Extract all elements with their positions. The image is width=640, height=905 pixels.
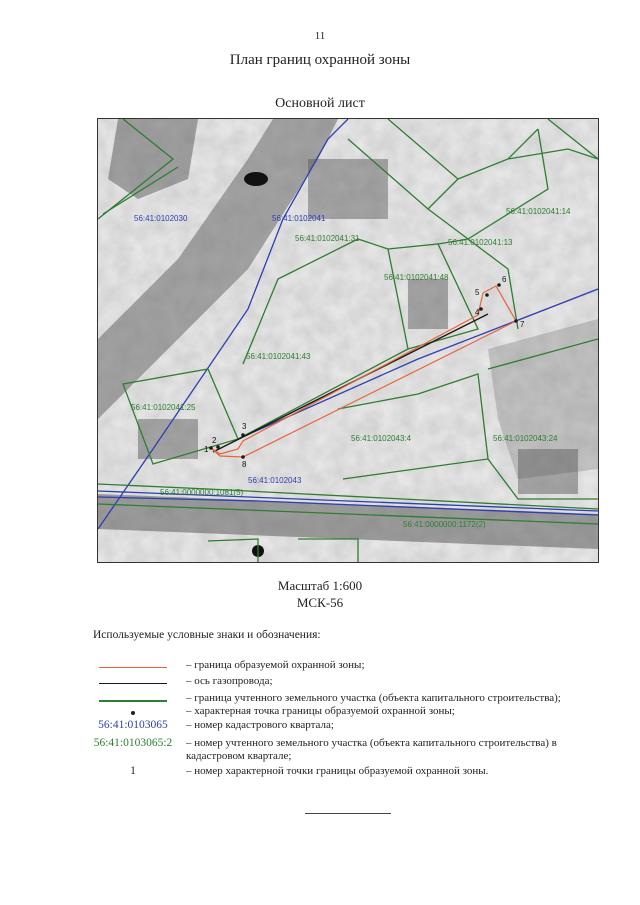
legend-symbol: [93, 659, 173, 675]
parcel-label: 56:41:0102041:48: [384, 273, 449, 282]
quarter-label: 56:41:0102043: [248, 476, 302, 485]
parcel-label: 56:41:0102041:31: [295, 234, 360, 243]
legend-text: – ось газопровода;: [186, 675, 273, 687]
legend-text: – характерная точка границы образуемой охранной зоны;: [186, 705, 455, 717]
coord-system: МСК-56: [296, 595, 344, 610]
parcel-number-sample: 56:41:0103065:2: [93, 737, 173, 749]
point-label-8: 8: [242, 460, 247, 469]
point-label-6: 6: [502, 275, 507, 284]
legend-text: – граница образуемой охранной зоны;: [186, 659, 365, 671]
legend-item-zone-boundary: [93, 659, 593, 675]
legend-item-gas-axis: [93, 675, 593, 691]
gas-axis-line: [99, 683, 167, 684]
quarter-label: 56:41:0102041: [272, 214, 326, 223]
legend-symbol: [93, 675, 173, 691]
parcel-label: 56:41:0102041:43: [246, 352, 311, 361]
parcel-label: 56:41:0102043:4: [351, 434, 412, 443]
point-label-2: 2: [212, 436, 217, 445]
parcel-label: 56:41:0102041:25: [131, 403, 196, 412]
scale-block: [0, 577, 640, 611]
point-dot: [131, 711, 135, 715]
legend-item-point-number: [93, 765, 593, 781]
legend-text: – номер кадастрового квартала;: [186, 719, 334, 731]
legend-symbol: [93, 765, 173, 781]
legend-item-quarter-number: [93, 719, 593, 735]
building: [308, 159, 388, 219]
legend-text: – номер учтенного земельного участка (объекта капитального строительства) в кадастровом квартале;: [186, 737, 557, 762]
zone-boundary-line: [99, 667, 167, 668]
point-label-4: 4: [475, 308, 480, 317]
point-label-5: 5: [475, 288, 480, 297]
point-label-3: 3: [242, 422, 247, 431]
footer-divider: [305, 813, 391, 814]
parcel-boundary-line: [99, 700, 167, 702]
page-title: План границ охранной зоны: [229, 52, 411, 68]
parcel-label: 56:41:0000000:1081(5): [160, 488, 244, 497]
point-number-sample: 1: [130, 765, 136, 777]
building: [408, 279, 448, 329]
parcel-label: 56:41:0102043:24: [493, 434, 558, 443]
building: [518, 449, 578, 494]
parcel-label: 56:41:0000000:1172(2): [403, 520, 486, 529]
scale-text: Масштаб 1:600: [277, 578, 363, 593]
page-subtitle: Основной лист: [275, 96, 365, 111]
map-canvas: [98, 119, 598, 562]
point-label-1: 1: [204, 445, 209, 454]
dark-object: [244, 172, 268, 186]
page-number: 11: [314, 30, 326, 42]
legend-symbol: [93, 737, 173, 753]
legend-heading: Используемые условные знаки и обозначения:: [93, 629, 321, 641]
legend-symbol: [93, 719, 173, 735]
parcel-label: 56:41:0102041:13: [448, 238, 513, 247]
legend-text: – граница учтенного земельного участка (объекта капитального строительства);: [186, 692, 561, 704]
legend-text: – номер характерной точки границы образуемой охранной зоны.: [186, 765, 489, 777]
point-label-7: 7: [520, 320, 525, 329]
legend-item-parcel-number: [93, 737, 593, 762]
map-image: [97, 118, 599, 563]
quarter-number-sample: 56:41:0103065: [98, 719, 168, 731]
quarter-label: 56:41:0102030: [134, 214, 188, 223]
parcel-label: 56:41:0102041:14: [506, 207, 571, 216]
